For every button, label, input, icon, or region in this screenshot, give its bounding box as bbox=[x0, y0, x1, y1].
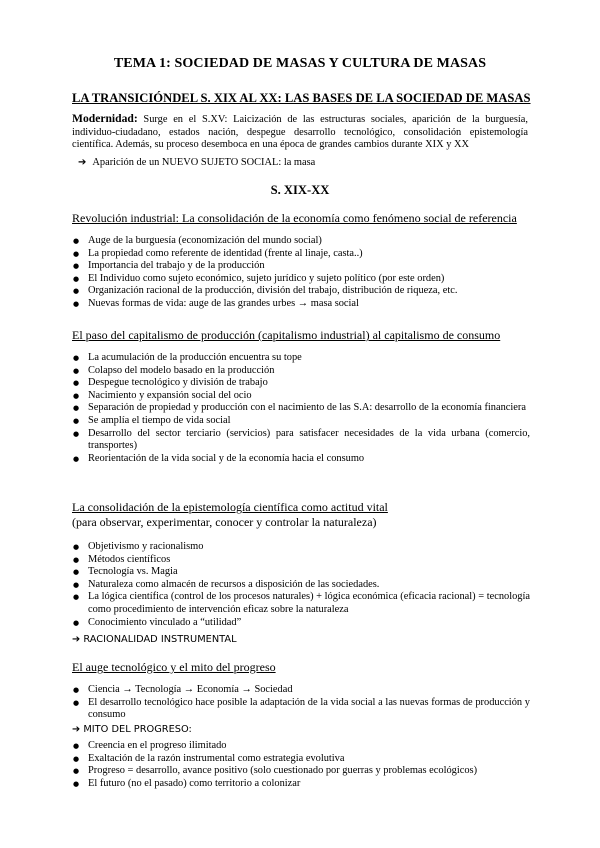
bullet-list-mito bbox=[72, 740, 530, 790]
list-item: ● Reorientación de la vida social y de la economía hacia el consumo bbox=[73, 452, 365, 464]
bullet-icon: ● bbox=[73, 391, 80, 400]
list-item: ● El desarrollo tecnológico hace posible la adaptación de la vida social a las nuevas formas de producción y consumo bbox=[73, 696, 530, 721]
section-heading-revolucion: Revolución industrial: La consolidación de la economía como fenómeno social de referencia bbox=[72, 211, 517, 225]
bullet-icon: ● bbox=[73, 580, 80, 589]
list-item: ● Progreso = desarrollo, avance positivo (solo cuestionado por guerras y problemas ecológicos) bbox=[73, 765, 478, 777]
intro-text: Surge en el S.XV: Laicización de las estructuras sociales, aparición de la burguesía, individuo-ciudadano, estados nación, despegue desarrollo tecnológico, consolidación epistemología científica. Además, su proceso desemboca en una época de grandes cambios durante XIX y XX bbox=[72, 114, 528, 151]
arrow-icon: ➔ bbox=[78, 157, 87, 168]
list-item: ● El Individuo como sujeto económico, sujeto jurídico y sujeto político (por este orden) bbox=[73, 272, 445, 284]
intro-paragraph bbox=[72, 113, 528, 152]
bullet-icon: ● bbox=[73, 767, 80, 776]
bullet-icon: ● bbox=[73, 568, 80, 577]
intro-label: Modernidad: bbox=[72, 112, 138, 125]
note-racionalidad: ➔ RACIONALIDAD INSTRUMENTAL bbox=[72, 634, 237, 645]
list-item: ● La acumulación de la producción encuentra su tope bbox=[73, 352, 302, 363]
bullet-icon: ● bbox=[73, 754, 80, 763]
intro-arrow-line bbox=[78, 157, 315, 168]
bullet-icon: ● bbox=[73, 416, 80, 425]
list-item: ● Importancia del trabajo y de la producción bbox=[73, 260, 265, 272]
bullet-icon: ● bbox=[73, 543, 80, 551]
list-item: ● La propiedad como referente de identidad (frente al linaje, casta..) bbox=[73, 247, 363, 259]
list-item: ● Desarrollo del sector terciario (servicios) para satisfacer necesidades de la vida urbana (comercio, transportes) bbox=[73, 427, 530, 452]
bullet-icon: ● bbox=[73, 742, 80, 750]
bullet-list-epistemologia bbox=[72, 541, 530, 629]
list-item: ● Ciencia → Tecnología → Economía → Sociedad bbox=[73, 684, 293, 695]
bullet-list-capitalismo bbox=[72, 352, 530, 465]
list-item: ● El futuro (no el pasado) como territorio a colonizar bbox=[73, 777, 301, 789]
bullet-icon: ● bbox=[73, 429, 80, 438]
list-item: ● Nuevas formas de vida: auge de las grandes urbes → masa social bbox=[73, 297, 359, 309]
list-item: ● Objetivismo y racionalismo bbox=[73, 541, 204, 552]
list-item: ● Nacimiento y expansión social del ocio bbox=[73, 389, 252, 401]
bullet-icon: ● bbox=[73, 249, 80, 258]
bullet-icon: ● bbox=[73, 454, 80, 463]
century-heading: S. XIX-XX bbox=[270, 183, 330, 197]
bullet-list-progreso bbox=[72, 684, 530, 722]
bullet-icon: ● bbox=[73, 287, 80, 296]
bullet-icon: ● bbox=[73, 698, 80, 707]
list-item: ● Organización racional de la producción, división del trabajo, distribución de riqueza, etc. bbox=[73, 285, 458, 297]
list-item: ● Creencia en el progreso ilimitado bbox=[73, 740, 227, 751]
list-item: ● Separación de propiedad y producción con el nacimiento de las S.A: desarrollo de la economía financiera bbox=[73, 402, 526, 414]
bullet-icon: ● bbox=[73, 366, 80, 375]
arrow-text: Aparición de un NUEVO SUJETO SOCIAL: la masa bbox=[92, 157, 316, 168]
bullet-icon: ● bbox=[73, 593, 80, 602]
bullet-list-revolucion bbox=[72, 235, 530, 311]
list-item: ● La lógica científica (control de los procesos naturales) + lógica económica (eficacia racional) = tecnología como procedimiento de intervención eficaz sobre la naturaleza bbox=[73, 591, 530, 615]
document-title: TEMA 1: SOCIEDAD DE MASAS Y CULTURA DE MASAS bbox=[113, 56, 487, 71]
list-item: ● Se amplía el tiempo de vida social bbox=[73, 414, 231, 426]
list-item: ● Métodos científicos bbox=[73, 553, 171, 565]
list-item: ● Conocimiento vinculado a “utilidad” bbox=[73, 616, 242, 628]
list-item: ● Auge de la burguesía (economización del mundo social) bbox=[73, 235, 322, 246]
bullet-icon: ● bbox=[73, 299, 80, 308]
bullet-icon: ● bbox=[73, 779, 80, 788]
list-item: ● Naturaleza como almacén de recursos a disposición de las sociedades. bbox=[73, 578, 380, 590]
section-heading-progreso: El auge tecnológico y el mito del progreso bbox=[72, 660, 276, 674]
section-subheading-epistemologia: (para observar, experimentar, conocer y controlar la naturaleza) bbox=[72, 515, 377, 529]
note-mito-progreso: ➔ MITO DEL PROGRESO: bbox=[72, 724, 192, 735]
section-heading-epistemologia: La consolidación de la epistemología científica como actitud vital bbox=[72, 500, 388, 514]
list-item: ● Despegue tecnológico y división de trabajo bbox=[73, 377, 268, 389]
list-item: ● Tecnología vs. Magia bbox=[73, 566, 178, 578]
list-item: ● Colapso del modelo basado en la producción bbox=[73, 364, 275, 376]
bullet-icon: ● bbox=[73, 379, 80, 388]
bullet-icon: ● bbox=[73, 555, 80, 564]
section-heading-capitalismo: El paso del capitalismo de producción (capitalismo industrial) al capitalismo de consumo bbox=[72, 328, 501, 342]
bullet-icon: ● bbox=[73, 274, 80, 283]
bullet-icon: ● bbox=[73, 686, 80, 694]
bullet-icon: ● bbox=[73, 262, 80, 271]
bullet-icon: ● bbox=[73, 618, 80, 627]
bullet-icon: ● bbox=[73, 237, 80, 245]
bullet-icon: ● bbox=[73, 354, 80, 362]
bullet-icon: ● bbox=[73, 404, 80, 413]
list-item: ● Exaltación de la razón instrumental como estrategia evolutiva bbox=[73, 752, 345, 764]
section-subtitle: LA TRANSICIÓNDEL S. XIX AL XX: LAS BASES DE LA SOCIEDAD DE MASAS bbox=[72, 91, 531, 105]
